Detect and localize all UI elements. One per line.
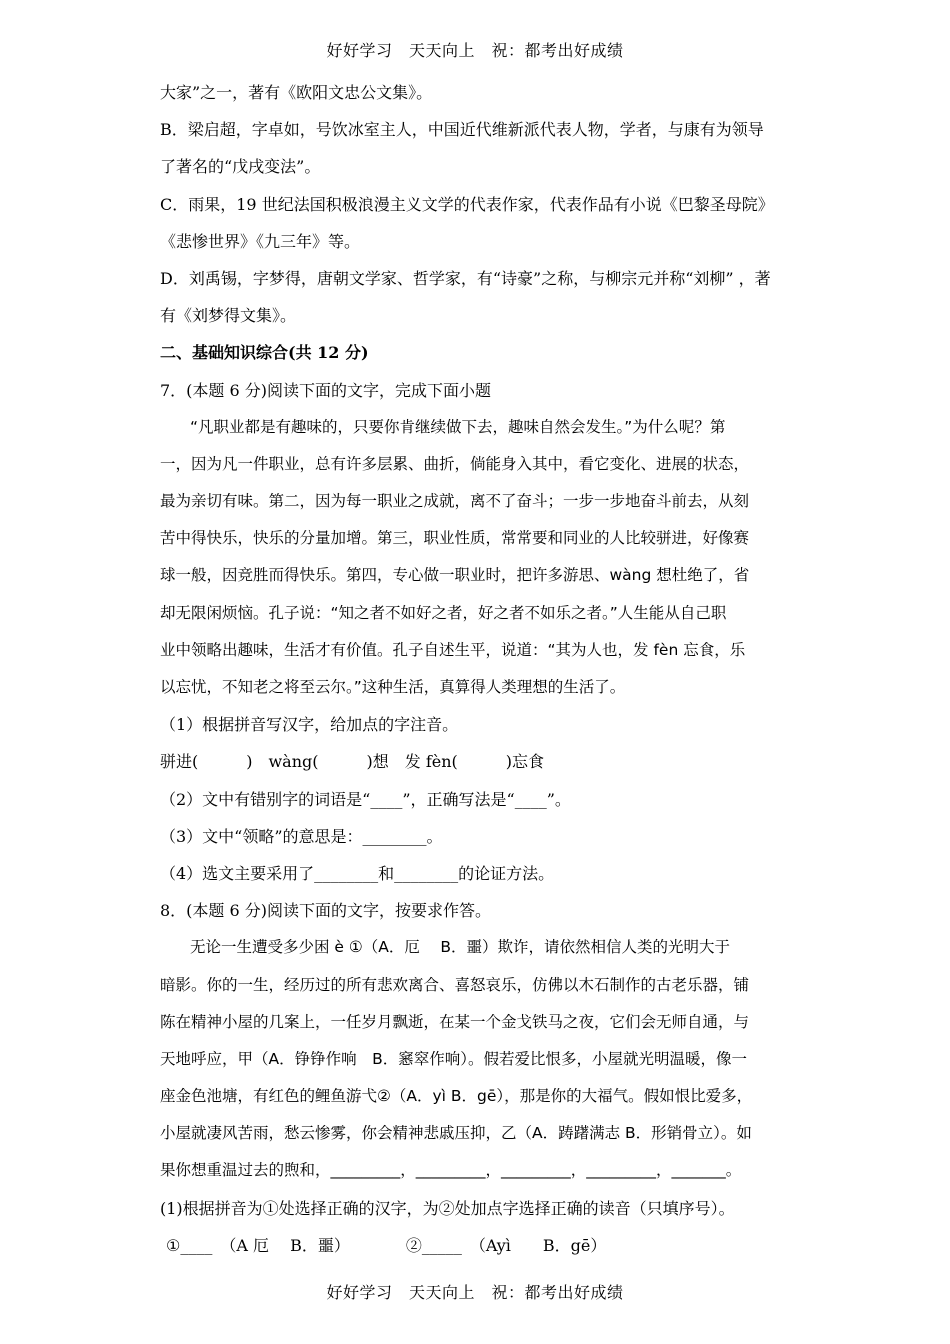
passage-line: 却无限闲烦恼。孔子说：“知之者不如好之者，好之者不如乐之者。”人生能从自己职 <box>160 603 727 622</box>
sub-question-1: （1）根据拼音写汉字，给加点的字注音。 <box>160 715 459 735</box>
passage-line: 无论一生遭受多少困 è ①（A．厄 B．噩）欺诈，请依然相信人类的光明大于 <box>190 938 730 957</box>
text-line: 了著名的“戊戌变法”。 <box>160 157 321 177</box>
option-d: D．刘禹锡，字梦得，唐朝文学家、哲学家，有“诗豪”之称，与柳宗元并称“刘柳” ，著 <box>160 268 771 288</box>
sub-question-3: （3）文中“领略”的意思是：________。 <box>160 826 443 846</box>
page-content <box>160 74 800 1264</box>
passage-line: 座金色池塘，有红色的鲤鱼游弋②（A．yì B．gē），那是你的大福气。假如恨比爱多， <box>160 1087 753 1106</box>
sub-question-2: （2）文中有错别字的词语是“____”，正确写法是“____”。 <box>160 789 571 809</box>
text-line: 《悲惨世界》《九三年》等。 <box>160 231 361 251</box>
passage-line: 暗影。你的一生，经历过的所有悲欢离合、喜怒哀乐，仿佛以木石制作的古老乐器，铺 <box>160 975 750 994</box>
passage-line: 球一般，因竞胜而得快乐。第四，专心做一职业时，把许多游思、wàng 想杜绝了，省 <box>160 566 750 585</box>
passage-line: 以忘忧，不知老之将至云尔。”这种生活，真算得人类理想的生活了。 <box>160 678 626 696</box>
option-b: B．梁启超，字卓如，号饮冰室主人，中国近代维新派代表人物，学者，与康有为领导 <box>160 120 764 140</box>
passage-line: 最为亲切有味。第二，因为每一职业之成就，离不了奋斗；一步一步地奋斗前去，从刻 <box>160 492 750 511</box>
page-header: 好好学习 天天向上 祝：都考出好成绩 <box>326 41 624 60</box>
passage-line: 果你想重温过去的煦和，_________，_________，_________，_________，_______。 <box>160 1161 742 1180</box>
question-7-title: 7．(本题 6 分)阅读下面的文字，完成下面小题 <box>160 380 492 400</box>
option-c: C．雨果，19 世纪法国积极浪漫主义文学的代表作家，代表作品有小说《巴黎圣母院》 <box>160 194 774 214</box>
passage-line: 天地呼应，甲（A．铮铮作响 B．窸窣作响）。假若爱比恨多，小屋就光明温暖，像一 <box>160 1049 747 1068</box>
fill-in-line: 骈进( ) wàng( )想 发 fèn( )忘食 <box>160 752 545 772</box>
question-8-title: 8．(本题 6 分)阅读下面的文字，按要求作答。 <box>160 901 492 921</box>
passage-line: 一，因为凡一件职业，总有许多层累、曲折，倘能身入其中，看它变化、进展的状态， <box>160 454 750 473</box>
passage-line: “凡职业都是有趣味的，只要你肯继续做下去，趣味自然会发生。”为什么呢？第 <box>190 417 726 436</box>
text-line: 有《刘梦得文集》。 <box>160 306 297 326</box>
passage-line: 业中领略出趣味，生活才有价值。孔子自述生平，说道：“其为人也，发 fèn 忘食，乐 <box>160 640 746 659</box>
page-footer: 好好学习 天天向上 祝：都考出好成绩 <box>326 1283 624 1302</box>
sub-question-4: （4）选文主要采用了________和________的论证方法。 <box>160 863 555 883</box>
text-line: 大家”之一，著有《欧阳文忠公文集》。 <box>160 83 433 102</box>
answer-options-line: ①____ （A 厄 B．噩） ②_____ （Ayì B．gē） <box>166 1235 607 1255</box>
passage-line: 陈在精神小屋的几案上，一任岁月飘逝，在某一个金戈铁马之夜，它们会无师自通，与 <box>160 1012 750 1031</box>
passage-line: 小屋就凄风苦雨，愁云惨雾，你会精神悲戚压抑，乙（A．踌躇满志 B．形销骨立）。如 <box>160 1124 752 1143</box>
sub-question-8-1: (1)根据拼音为①处选择正确的汉字，为②处加点字选择正确的读音（只填序号）。 <box>160 1198 735 1218</box>
passage-line: 苦中得快乐，快乐的分量加增。第三，职业性质，常常要和同业的人比较骈进，好像赛 <box>160 529 750 548</box>
section-heading: 二、基础知识综合(共 12 分) <box>160 343 369 363</box>
